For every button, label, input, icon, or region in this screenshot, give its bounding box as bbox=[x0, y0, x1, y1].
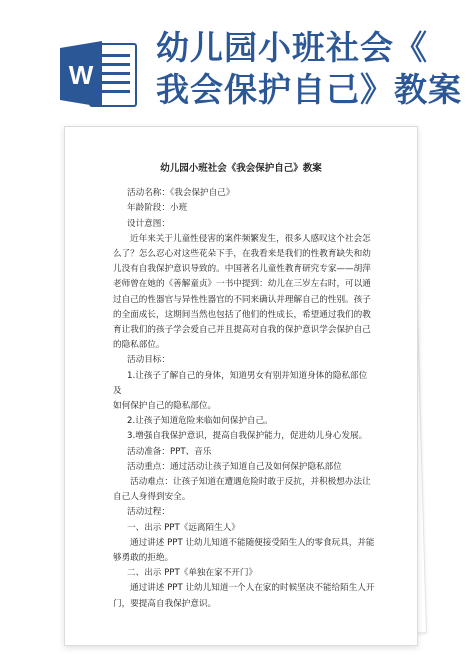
banner-header bbox=[0, 0, 474, 118]
step-2-text: 通过讲述 PPT 让幼儿知道一个人在家的时候坚决不能给陌生人开门，要提高自我保护意识。 bbox=[113, 583, 375, 609]
step-1-heading: 一、出示 PPT《远离陌生人》 bbox=[127, 522, 240, 533]
step-1-text: 通过讲述 PPT 让幼儿知道不能随便接受陌生人的零食玩具，并能够勇敢的拒绝。 bbox=[113, 537, 375, 564]
process-label: 活动过程： bbox=[127, 507, 170, 518]
goals-label: 活动目标： bbox=[127, 355, 170, 366]
goal-1: 1.让孩子了解自己的身体，知道男女有别并知道身体的隐私部位 bbox=[127, 370, 368, 381]
activity-name: 活动名称：《我会保护自己》 bbox=[127, 188, 235, 199]
step-2-heading: 二、出示 PPT《单独在家不开门》 bbox=[127, 568, 258, 579]
document-preview[interactable] bbox=[64, 126, 418, 646]
word-icon bbox=[60, 38, 138, 110]
age-stage: 年龄阶段：小班 bbox=[127, 203, 188, 214]
svg-text:W: W bbox=[68, 60, 94, 90]
page-title-line2: 我会保护自己》教案 bbox=[156, 70, 462, 109]
activity-preparation: 活动准备：PPT、音乐 bbox=[127, 446, 212, 457]
design-intent-paragraph: 近年来关于儿童性侵害的案件频繁发生，很多人感叹这个社会怎么了？怎么忍心对这些花朵下手，在我看来是我们的性教育缺失和幼儿没有自我保护意识导致的。中国著名儿童性教育研究专家——胡萍老师曾在她的《善解童贞》一书中提到：幼儿在三岁左右时，可以通过自己的性器官与异性性器官的不同来确认并理解自己的性别。孩子的全面成长，这期间当然也包括了他们的性成长，希望通过我们的教育让我们的孩子学会爱自己并且提高对自我的保护意识学会保护自己的隐私部位。 bbox=[113, 233, 371, 351]
document-title: 幼儿园小班社会《我会保护自己》教案 bbox=[160, 163, 322, 174]
page-title-line1: 幼儿园小班社会《 bbox=[156, 28, 428, 67]
activity-difficulty: 活动难点：让孩子知道在遭遇危险时敢于反抗，并积极想办法让自己人身得到安全。 bbox=[113, 477, 371, 503]
goal-1-continued: 及 bbox=[113, 385, 122, 396]
activity-key-point: 活动重点：通过活动让孩子知道自己及如何保护隐私部位 bbox=[127, 461, 342, 472]
goal-3: 3.增强自我保护意识，提高自我保护能力，促进幼儿身心发展。 bbox=[127, 431, 368, 442]
design-intent-label: 设计意图： bbox=[127, 218, 170, 229]
goal-1-tail: 如何保护自己的隐私部位。 bbox=[113, 401, 217, 412]
goal-2: 2.让孩子知道危险来临如何保护自己。 bbox=[127, 416, 273, 427]
